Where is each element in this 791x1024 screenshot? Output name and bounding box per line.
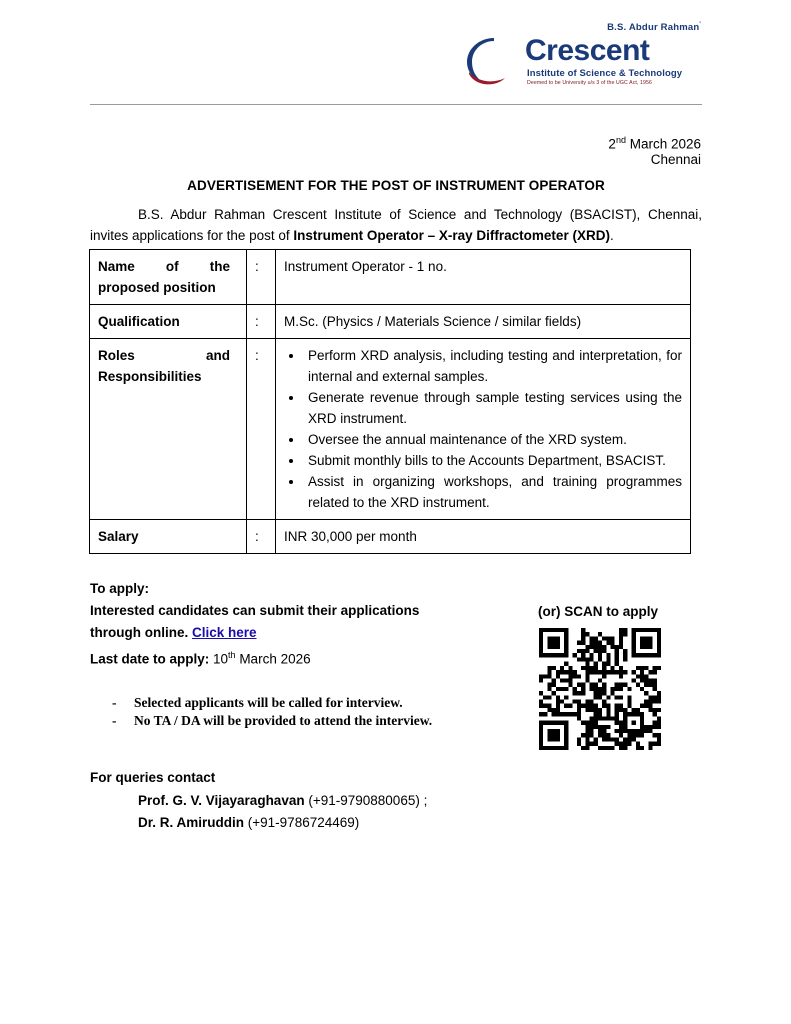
list-item: • Oversee the annual maintenance of the XRD system. bbox=[304, 429, 682, 450]
row-label-responsibilities bbox=[90, 339, 247, 520]
apply-section bbox=[90, 578, 470, 671]
logo-top-sup: ' bbox=[699, 22, 701, 28]
last-date-line bbox=[90, 644, 470, 671]
row-label-line1: Roles and bbox=[98, 348, 230, 363]
last-date-month-year: March 2026 bbox=[235, 651, 311, 667]
contact-phone: (+91-9790880065) ; bbox=[308, 793, 428, 808]
apply-click-here-link[interactable]: Click here bbox=[191, 625, 257, 640]
contact-item bbox=[138, 793, 427, 808]
note-dash: - bbox=[112, 695, 117, 710]
header-divider bbox=[90, 104, 702, 105]
list-item: • Submit monthly bills to the Accounts Department, BSACIST. bbox=[304, 450, 682, 471]
scan-to-apply-label: (or) SCAN to apply bbox=[538, 604, 658, 619]
row-colon: : bbox=[247, 305, 276, 339]
row-value-responsibilities bbox=[276, 339, 691, 520]
position-details-table bbox=[89, 249, 691, 554]
apply-line-1: Interested candidates can submit their applications bbox=[90, 603, 420, 618]
list-item: • Generate revenue through sample testing services using the XRD instrument. bbox=[304, 387, 682, 429]
table-row bbox=[90, 250, 691, 305]
list-item: • Perform XRD analysis, including testing and interpretation, for internal and external samples. bbox=[304, 345, 682, 387]
date-month-year: March 2026 bbox=[625, 136, 701, 152]
qr-code[interactable] bbox=[539, 628, 661, 750]
intro-paragraph bbox=[90, 204, 702, 246]
table-row bbox=[90, 305, 691, 339]
intro-post-name: Instrument Operator – X-ray Diffractometer (XRD) bbox=[293, 228, 610, 243]
logo-top-text: B.S. Abdur Rahman' bbox=[607, 22, 701, 34]
document-date: 2nd March 2026 bbox=[608, 135, 701, 152]
last-date-label: Last date to apply: bbox=[90, 651, 210, 667]
apply-line-2 bbox=[90, 622, 470, 644]
intro-text-part1: B.S. Abdur Rahman Crescent Institute of Science and Technology (BSACIST), Chennai, invites applications for the post of bbox=[90, 207, 702, 243]
list-item bbox=[112, 712, 532, 730]
note-text: Selected applicants will be called for interview. bbox=[134, 695, 403, 710]
applicant-notes bbox=[112, 694, 532, 730]
last-date-day: 10 bbox=[209, 651, 229, 667]
crescent-emblem-icon bbox=[463, 36, 525, 86]
date-ordinal-suffix: nd bbox=[615, 135, 626, 145]
row-label-line2: proposed position bbox=[98, 280, 216, 295]
row-colon: : bbox=[247, 520, 276, 554]
qr-code-canvas[interactable] bbox=[539, 628, 661, 750]
page-title: ADVERTISEMENT FOR THE POST OF INSTRUMENT OPERATOR bbox=[187, 178, 605, 193]
row-colon: : bbox=[247, 250, 276, 305]
contact-name: Dr. R. Amiruddin bbox=[138, 815, 245, 830]
row-label-qualification: Qualification bbox=[90, 305, 247, 339]
row-value-position: Instrument Operator - 1 no. bbox=[276, 250, 691, 305]
contact-name: Prof. G. V. Vijayaraghavan bbox=[138, 793, 305, 808]
note-dash: - bbox=[112, 713, 117, 728]
table-row bbox=[90, 339, 691, 520]
apply-heading: To apply: bbox=[90, 581, 149, 596]
row-value-qualification: M.Sc. (Physics / Materials Science / similar fields) bbox=[276, 305, 691, 339]
row-value-salary: INR 30,000 per month bbox=[276, 520, 691, 554]
responsibilities-list bbox=[284, 345, 682, 513]
row-label-position bbox=[90, 250, 247, 305]
last-date-ordinal-suffix: th bbox=[228, 650, 236, 660]
logo-subtitle: Institute of Science & Technology bbox=[527, 68, 683, 79]
queries-heading: For queries contact bbox=[90, 770, 216, 785]
row-label-line2: Responsibilities bbox=[98, 369, 202, 384]
list-item bbox=[112, 694, 532, 712]
logo-wordmark: Crescent bbox=[525, 34, 650, 67]
note-text: No TA / DA will be provided to attend the interview. bbox=[134, 713, 433, 728]
document-city: Chennai bbox=[650, 152, 701, 167]
list-item: • Assist in organizing workshops, and training programmes related to the XRD instrument. bbox=[304, 471, 682, 513]
table-row bbox=[90, 520, 691, 554]
row-label-line1: Name of the bbox=[98, 259, 230, 274]
row-label-salary: Salary bbox=[90, 520, 247, 554]
contact-item bbox=[138, 815, 359, 830]
logo-accreditation-text: Deemed to be University u/s 3 of the UGC Act, 1956 bbox=[527, 80, 652, 86]
intro-text-part2: . bbox=[609, 228, 614, 243]
apply-line-2-prefix: through online. bbox=[90, 625, 192, 640]
contact-phone: (+91-9786724469) bbox=[247, 815, 360, 830]
institution-logo bbox=[463, 22, 703, 94]
row-colon: : bbox=[247, 339, 276, 520]
